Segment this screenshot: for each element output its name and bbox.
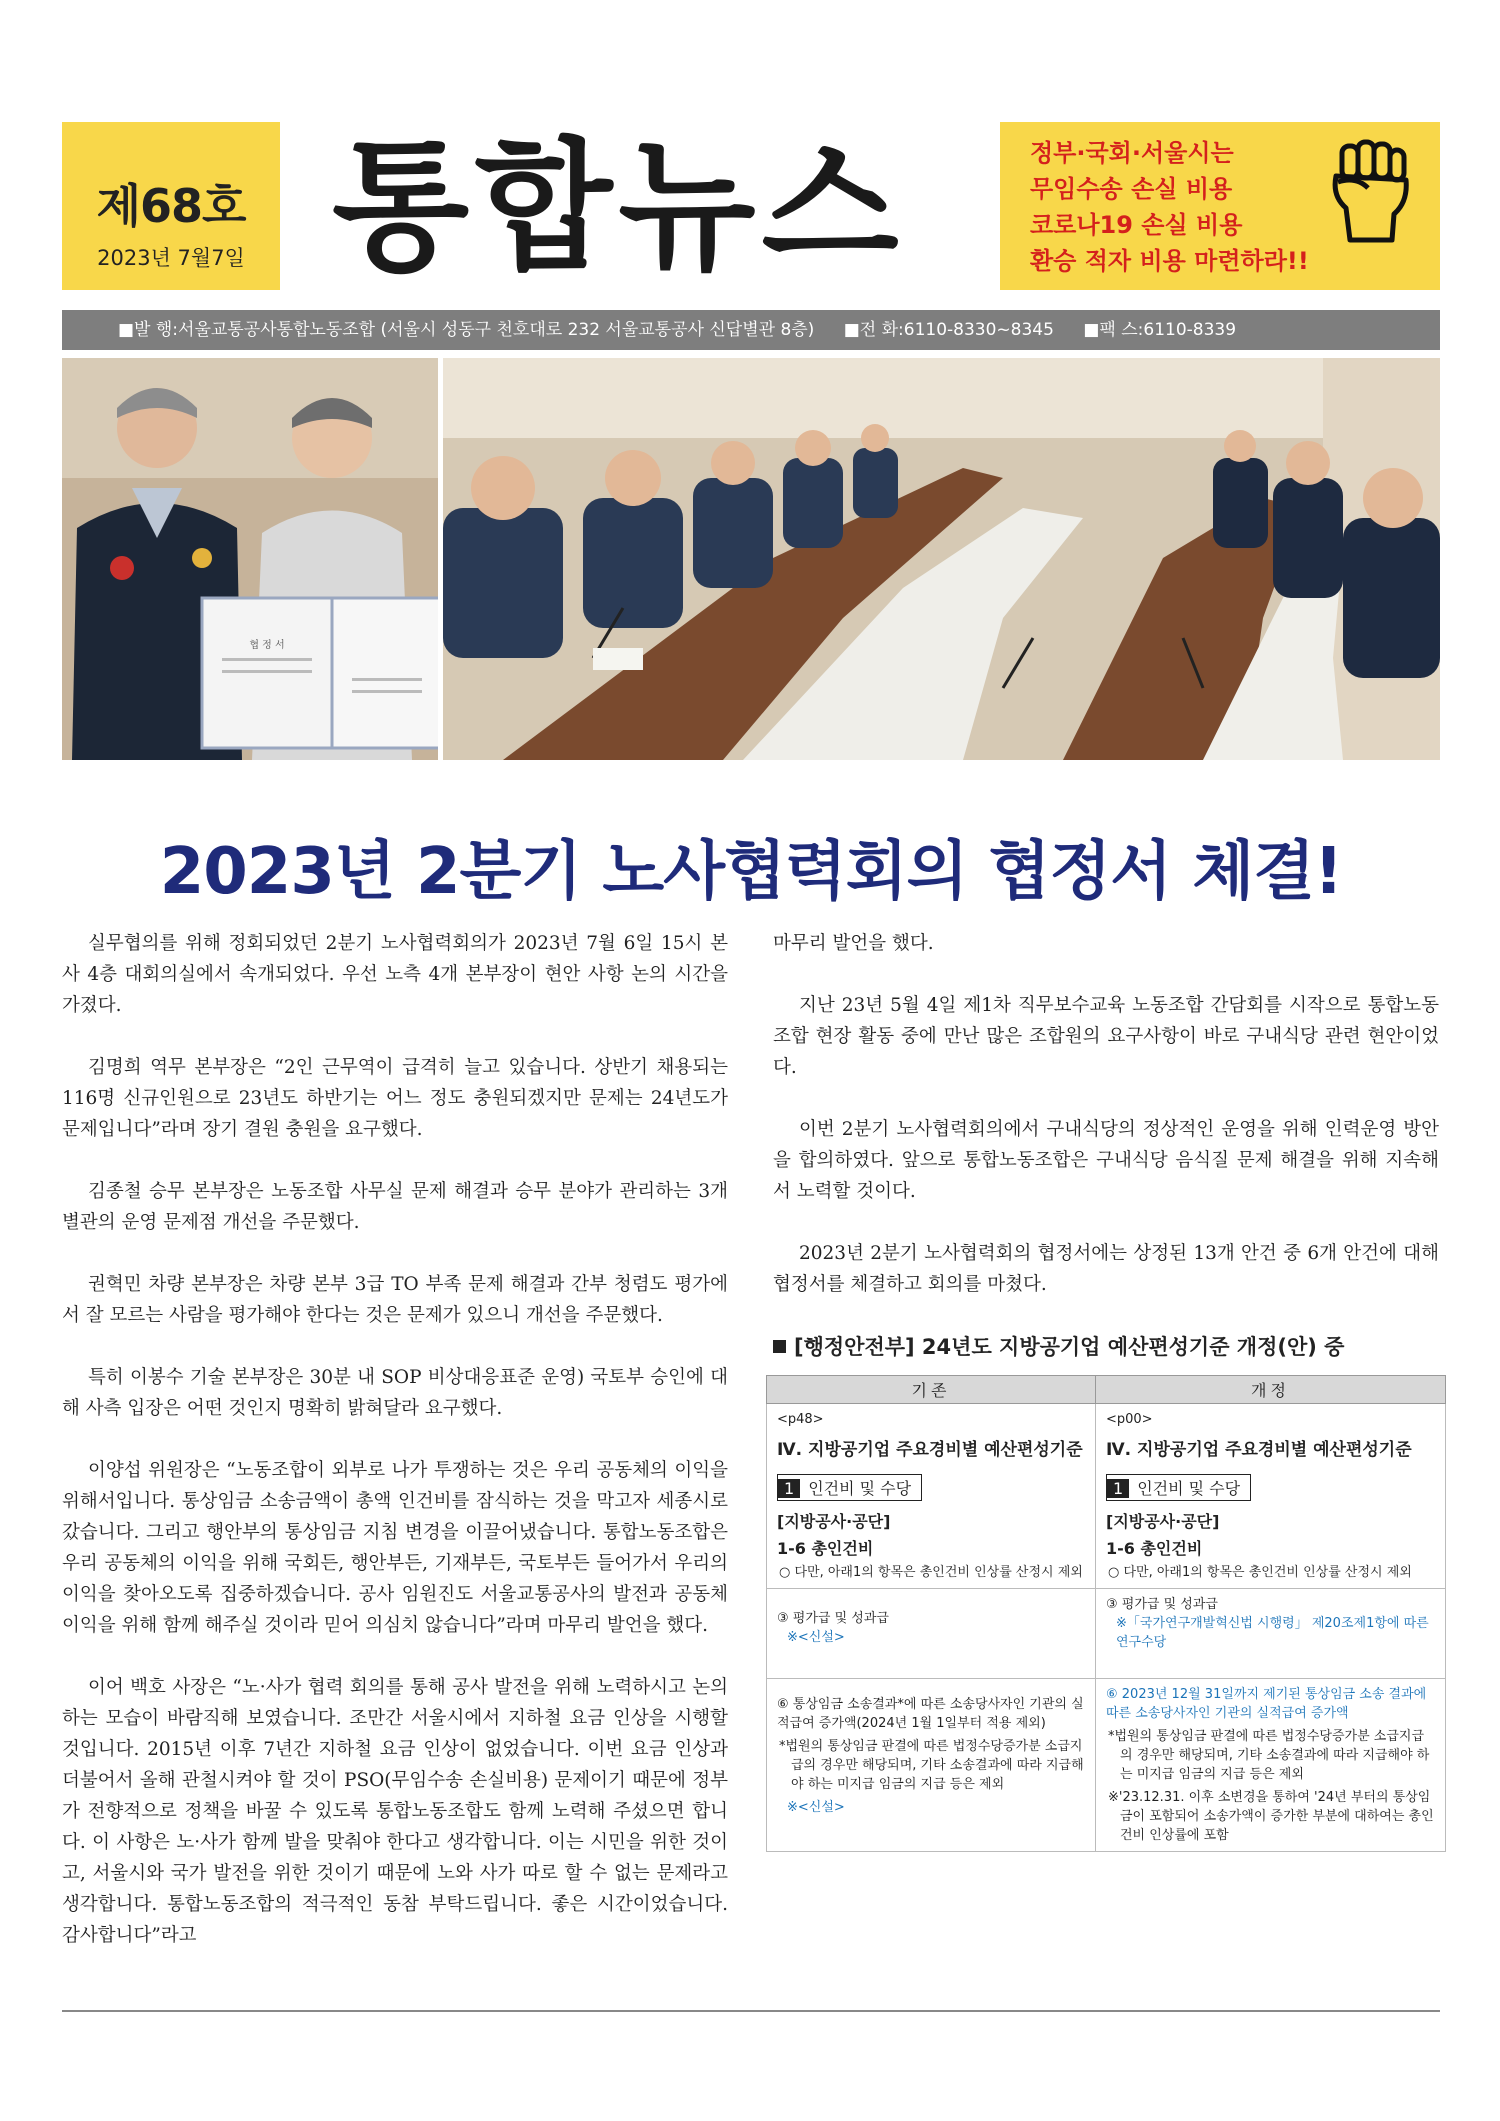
table-cell [767, 1679, 1096, 1852]
item-heading: 1-6 총인건비 [777, 1539, 874, 1558]
article-paragraph: 김명희 역무 본부장은 “2인 근무역이 급격히 늘고 있습니다. 상반기 채용되는 116명 신규인원으로 23년도 하반기는 어느 정도 충원되겠지만 문제는 24년도가 문제입니다”라며 장기 결원 충원을 요구했다. [62, 1057, 728, 1140]
row-title: ③ 평가급 및 성과급 [1106, 1597, 1218, 1612]
tag-number: 1 [1107, 1479, 1129, 1498]
item-note: ○ 다만, 아래1의 항목은 총인건비 인상률 산정시 제외 [1108, 1565, 1412, 1580]
slogan-text [1030, 135, 1309, 279]
article-paragraph: 2023년 2분기 노사협력회의 협정서에는 상정된 13개 안건 중 6개 안건에 대해 협정서를 체결하고 회의를 마쳤다. [773, 1243, 1439, 1295]
row-note: ※<신설> [787, 1800, 845, 1815]
issue-number: 제68호 [96, 179, 246, 233]
article-paragraph: 지난 23년 5월 4일 제1차 직무보수교육 노동조합 간담회를 시작으로 통합노동조합 현장 활동 중에 만난 많은 조합원의 요구사항이 바로 구내식당 관련 현안이었다. [773, 995, 1439, 1078]
table-row [767, 1589, 1446, 1679]
slogan-line: 무임수송 손실 비용 [1030, 175, 1233, 203]
table-cell [1096, 1404, 1446, 1589]
category-tag [1106, 1474, 1251, 1501]
square-bullet-icon [773, 1340, 786, 1353]
article-paragraph: 특히 이봉수 기술 본부장은 30분 내 SOP 비상대응표준 운영) 국토부 승인에 대해 사측 입장은 어떤 것인지 명확히 밝혀달라 요구했다. [62, 1367, 728, 1419]
document-title: 협 정 서 [249, 640, 285, 651]
page-ref: <p48> [777, 1412, 824, 1427]
row-note: *법원의 통상임금 판결에 따른 법정수당증가분 소급지급의 경우만 해당되며, 기타 소송결과에 따라 지급해야 하는 미지급 임금의 지급 등은 제외 [1108, 1729, 1430, 1782]
photo-signing [62, 358, 438, 760]
article-paragraph: 권혁민 차량 본부장은 차량 본부 3급 TO 부족 문제 해결과 간부 청렴도 평가에서 잘 모르는 사람을 평가해야 한다는 것은 문제가 있으니 개선을 주문했다. [62, 1274, 728, 1326]
publisher-info: ■발 행:서울교통공사통합노동조합 (서울시 성동구 천호대로 232 서울교통공사 신답별관 8층) [118, 320, 815, 340]
photo-meeting [443, 358, 1440, 760]
article-column-right [773, 928, 1439, 1852]
publication-info-bar [62, 310, 1440, 350]
page-ref: <p00> [1106, 1412, 1153, 1427]
table-header-new: 개정 [1096, 1376, 1446, 1404]
tag-label: 인건비 및 수당 [1137, 1479, 1241, 1498]
item-note: ○ 다만, 아래1의 항목은 총인건비 인상률 산정시 제외 [779, 1565, 1083, 1580]
article-paragraph: 이어 백호 사장은 “노·사가 협력 회의를 통해 공사 발전을 위해 노력하시고 논의하는 모습이 바람직해 보였습니다. 조만간 서울시에서 지하철 요금 인상을 시행할 것입니다. 2015년 이후 7년간 지하철 요금 인상이 없었습니다. 이번 요금 인상과 더불어서 올해 관철시켜야 할 것이 PSO(무임수송 손실비용) 문제이기 때문에 정부가 전향적으로 정책을 바꿀 수 있도록 통합노동조합도 함께 노력해 주셨으면 합니다. 이 사항은 노·사가 함께 발을 맞춰야 한다고 생각합니다. 이는 시민을 위한 것이고, 서울시와 국가 발전을 위한 것이기 때문에 노와 사가 따로 할 수 없는 문제라고 생각합니다. 통합노동조합의 적극적인 동참 부탁드립니다. 좋은 시간이었습니다. 감사합니다”라고 [62, 1677, 728, 1946]
row-title: ⑥ 2023년 12월 31일까지 제기된 통상임금 소송 결과에 따른 소송당사자인 기관의 실적급여 증가액 [1106, 1687, 1427, 1721]
row-note: ※「국가연구개발혁신법 시행령」 제20조제1항에 따른 연구수당 [1116, 1616, 1429, 1650]
fist-icon [1322, 136, 1422, 246]
row-note: ※<신설> [787, 1630, 845, 1645]
table-cell [767, 1404, 1096, 1589]
row-title: ③ 평가급 및 성과급 [777, 1611, 889, 1626]
main-headline: 2023년 2분기 노사협력회의 협정서 체결! [159, 835, 1343, 909]
slogan-box [1000, 122, 1440, 290]
slogan-line: 정부·국회·서울시는 [1030, 139, 1234, 167]
sub-heading: [지방공사·공단] [777, 1512, 891, 1531]
table-title [773, 1331, 1439, 1361]
table-cell [1096, 1679, 1446, 1852]
row-note: ※'23.12.31. 이후 소변경을 통하여 '24년 부터의 통상임금이 포함되어 소송가액이 증가한 부분에 대하여는 총인건비 인상률에 포함 [1108, 1790, 1434, 1843]
slogan-line: 환승 적자 비용 마련하라!! [1030, 247, 1309, 275]
article-paragraph: 이번 2분기 노사협력회의에서 구내식당의 정상적인 운영을 위해 인력운영 방안을 합의하였다. 앞으로 통합노동조합은 구내식당 음식질 문제 해결을 위해 지속해서 노력할 것이다. [773, 1119, 1439, 1202]
comparison-table [766, 1375, 1446, 1852]
article-paragraph: 김종철 승무 본부장은 노동조합 사무실 문제 해결과 승무 분야가 관리하는 3개 별관의 운영 문제점 개선을 주문했다. [62, 1181, 728, 1233]
section-heading: Ⅳ. 지방공기업 주요경비별 예산편성기준 [1106, 1440, 1412, 1460]
footer-divider [62, 2010, 1440, 2012]
item-heading: 1-6 총인건비 [1106, 1539, 1203, 1558]
sub-heading: [지방공사·공단] [1106, 1512, 1220, 1531]
article-paragraph-continued: 마무리 발언을 했다. [773, 933, 934, 954]
table-cell [1096, 1589, 1446, 1679]
row-note: *법원의 통상임금 판결에 따른 법정수당증가분 소급지급의 경우만 해당되며, 기타 소송결과에 따라 지급해야 하는 미지급 임금의 지급 등은 제외 [779, 1739, 1084, 1792]
fax-info: ■팩 스:6110-8339 [1083, 320, 1237, 340]
article-paragraph: 실무협의를 위해 정회되었던 2분기 노사협력회의가 2023년 7월 6일 15시 본사 4층 대회의실에서 속개되었다. 우선 노측 4개 본부장이 현안 사항 논의 시간을 가졌다. [62, 933, 728, 1016]
table-row [767, 1679, 1446, 1852]
row-title: ⑥ 통상임금 소송결과*에 따른 소송당사자인 기관의 실적급여 증가액(2024년 1월 1일부터 적용 제외) [777, 1697, 1084, 1731]
slogan-line: 코로나19 손실 비용 [1030, 211, 1243, 239]
article-column-left [62, 928, 728, 1982]
tag-label: 인건비 및 수당 [808, 1479, 912, 1498]
article-paragraph: 이양섭 위원장은 “노동조합이 외부로 나가 투쟁하는 것은 우리 공동체의 이익을 위해서입니다. 통상임금 소송금액이 총액 인건비를 잠식하는 것을 막고자 세종시로 갔습니다. 그리고 행안부의 통상임금 지침 변경을 이끌어냈습니다. 통합노동조합은 우리 공동체의 이익을 위해 국회든, 행안부든, 기재부든, 국토부든 들어가서 우리의 이익을 찾아오도록 집중하겠습니다. 공사 임원진도 서울교통공사의 발전과 공동체 이익을 위해 함께 해주실 것이라 믿어 의심치 않습니다”라며 마무리 발언을 했다. [62, 1460, 728, 1636]
phone-info: ■전 화:6110-8330~8345 [843, 320, 1054, 340]
category-tag [777, 1474, 922, 1501]
section-heading: Ⅳ. 지방공기업 주요경비별 예산편성기준 [777, 1440, 1083, 1460]
table-header-old: 기존 [767, 1376, 1096, 1404]
tag-number: 1 [778, 1479, 800, 1498]
table-title-text: [행정안전부] 24년도 지방공기업 예산편성기준 개정(안) 중 [794, 1335, 1345, 1359]
paper-title: 통합뉴스 [332, 125, 905, 290]
issue-date: 2023년 7월7일 [97, 246, 245, 270]
issue-box [62, 122, 280, 290]
table-row [767, 1404, 1446, 1589]
table-cell [767, 1589, 1096, 1679]
